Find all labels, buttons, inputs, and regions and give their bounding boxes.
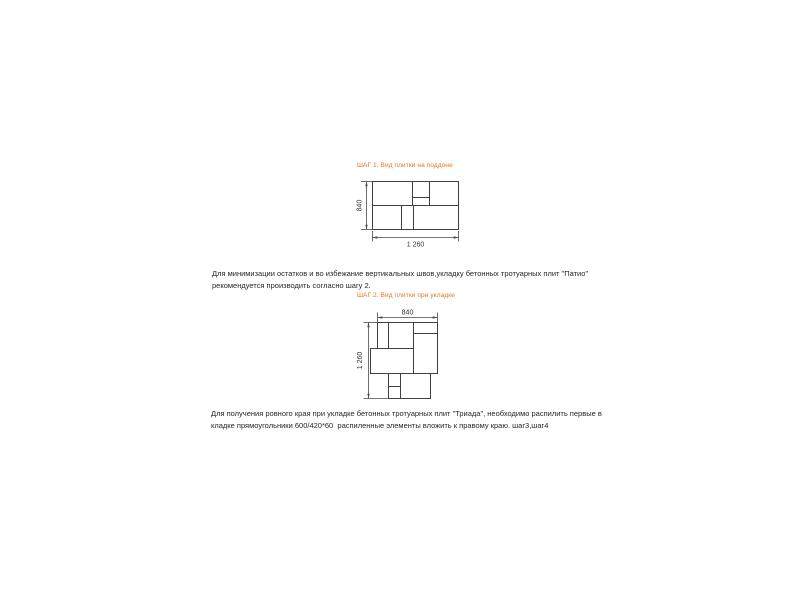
arrow-left-icon [378, 316, 383, 318]
tile [371, 349, 414, 374]
step1-height-dimension [357, 182, 373, 230]
step2-width-dimension [378, 310, 438, 323]
step1-width-dimension-label: 1 260 [406, 241, 425, 249]
step2-height-dimension [357, 323, 389, 399]
arrow-right-icon [454, 236, 459, 238]
arrow-down-icon [367, 394, 369, 399]
step1-width-dimension [373, 231, 459, 249]
tile [401, 374, 431, 399]
tile [389, 323, 414, 349]
tile [389, 374, 401, 387]
note-step1-line2: рекомендуется производить согласно шагу 2. [212, 281, 371, 290]
step2-title: ШАГ 2. Вид плитки при укладке [357, 292, 455, 299]
arrow-right-icon [433, 316, 438, 318]
arrow-left-icon [373, 236, 378, 238]
arrow-up-icon [367, 323, 369, 328]
note-step1 [212, 268, 588, 292]
note-step1-line1: Для минимизации остатков и во избежание вертикальных швов,укладку бетонных тротуарных плит "Патио" [212, 269, 589, 278]
arrow-up-icon [365, 182, 367, 187]
step2-width-dimension-label: 840 [401, 309, 414, 317]
arrow-down-icon [365, 225, 367, 230]
tile [414, 334, 438, 374]
tile [389, 387, 401, 399]
step1-height-dimension-label: 840 [356, 199, 364, 212]
tile [378, 323, 389, 349]
step2-height-dimension-label: 1 260 [357, 351, 364, 370]
laying-tiles [371, 323, 438, 399]
note-step2-line1: Для получения ровного края при укладке бетонных тротуарных плит "Триада", необходимо распилить первые в [211, 409, 602, 418]
note-step2-line2: кладке прямоугольники 600/420*60 распиленные элементы вложить к правому краю. шаг3,шаг4 [211, 421, 549, 430]
note-step2 [211, 408, 602, 432]
step2-laying-diagram [350, 303, 465, 405]
pallet-tiles [373, 182, 459, 230]
step1-title: ШАГ 1. Вид плитки на поддоне [357, 162, 453, 169]
step1-pallet-diagram [352, 175, 467, 255]
tile [414, 323, 438, 334]
